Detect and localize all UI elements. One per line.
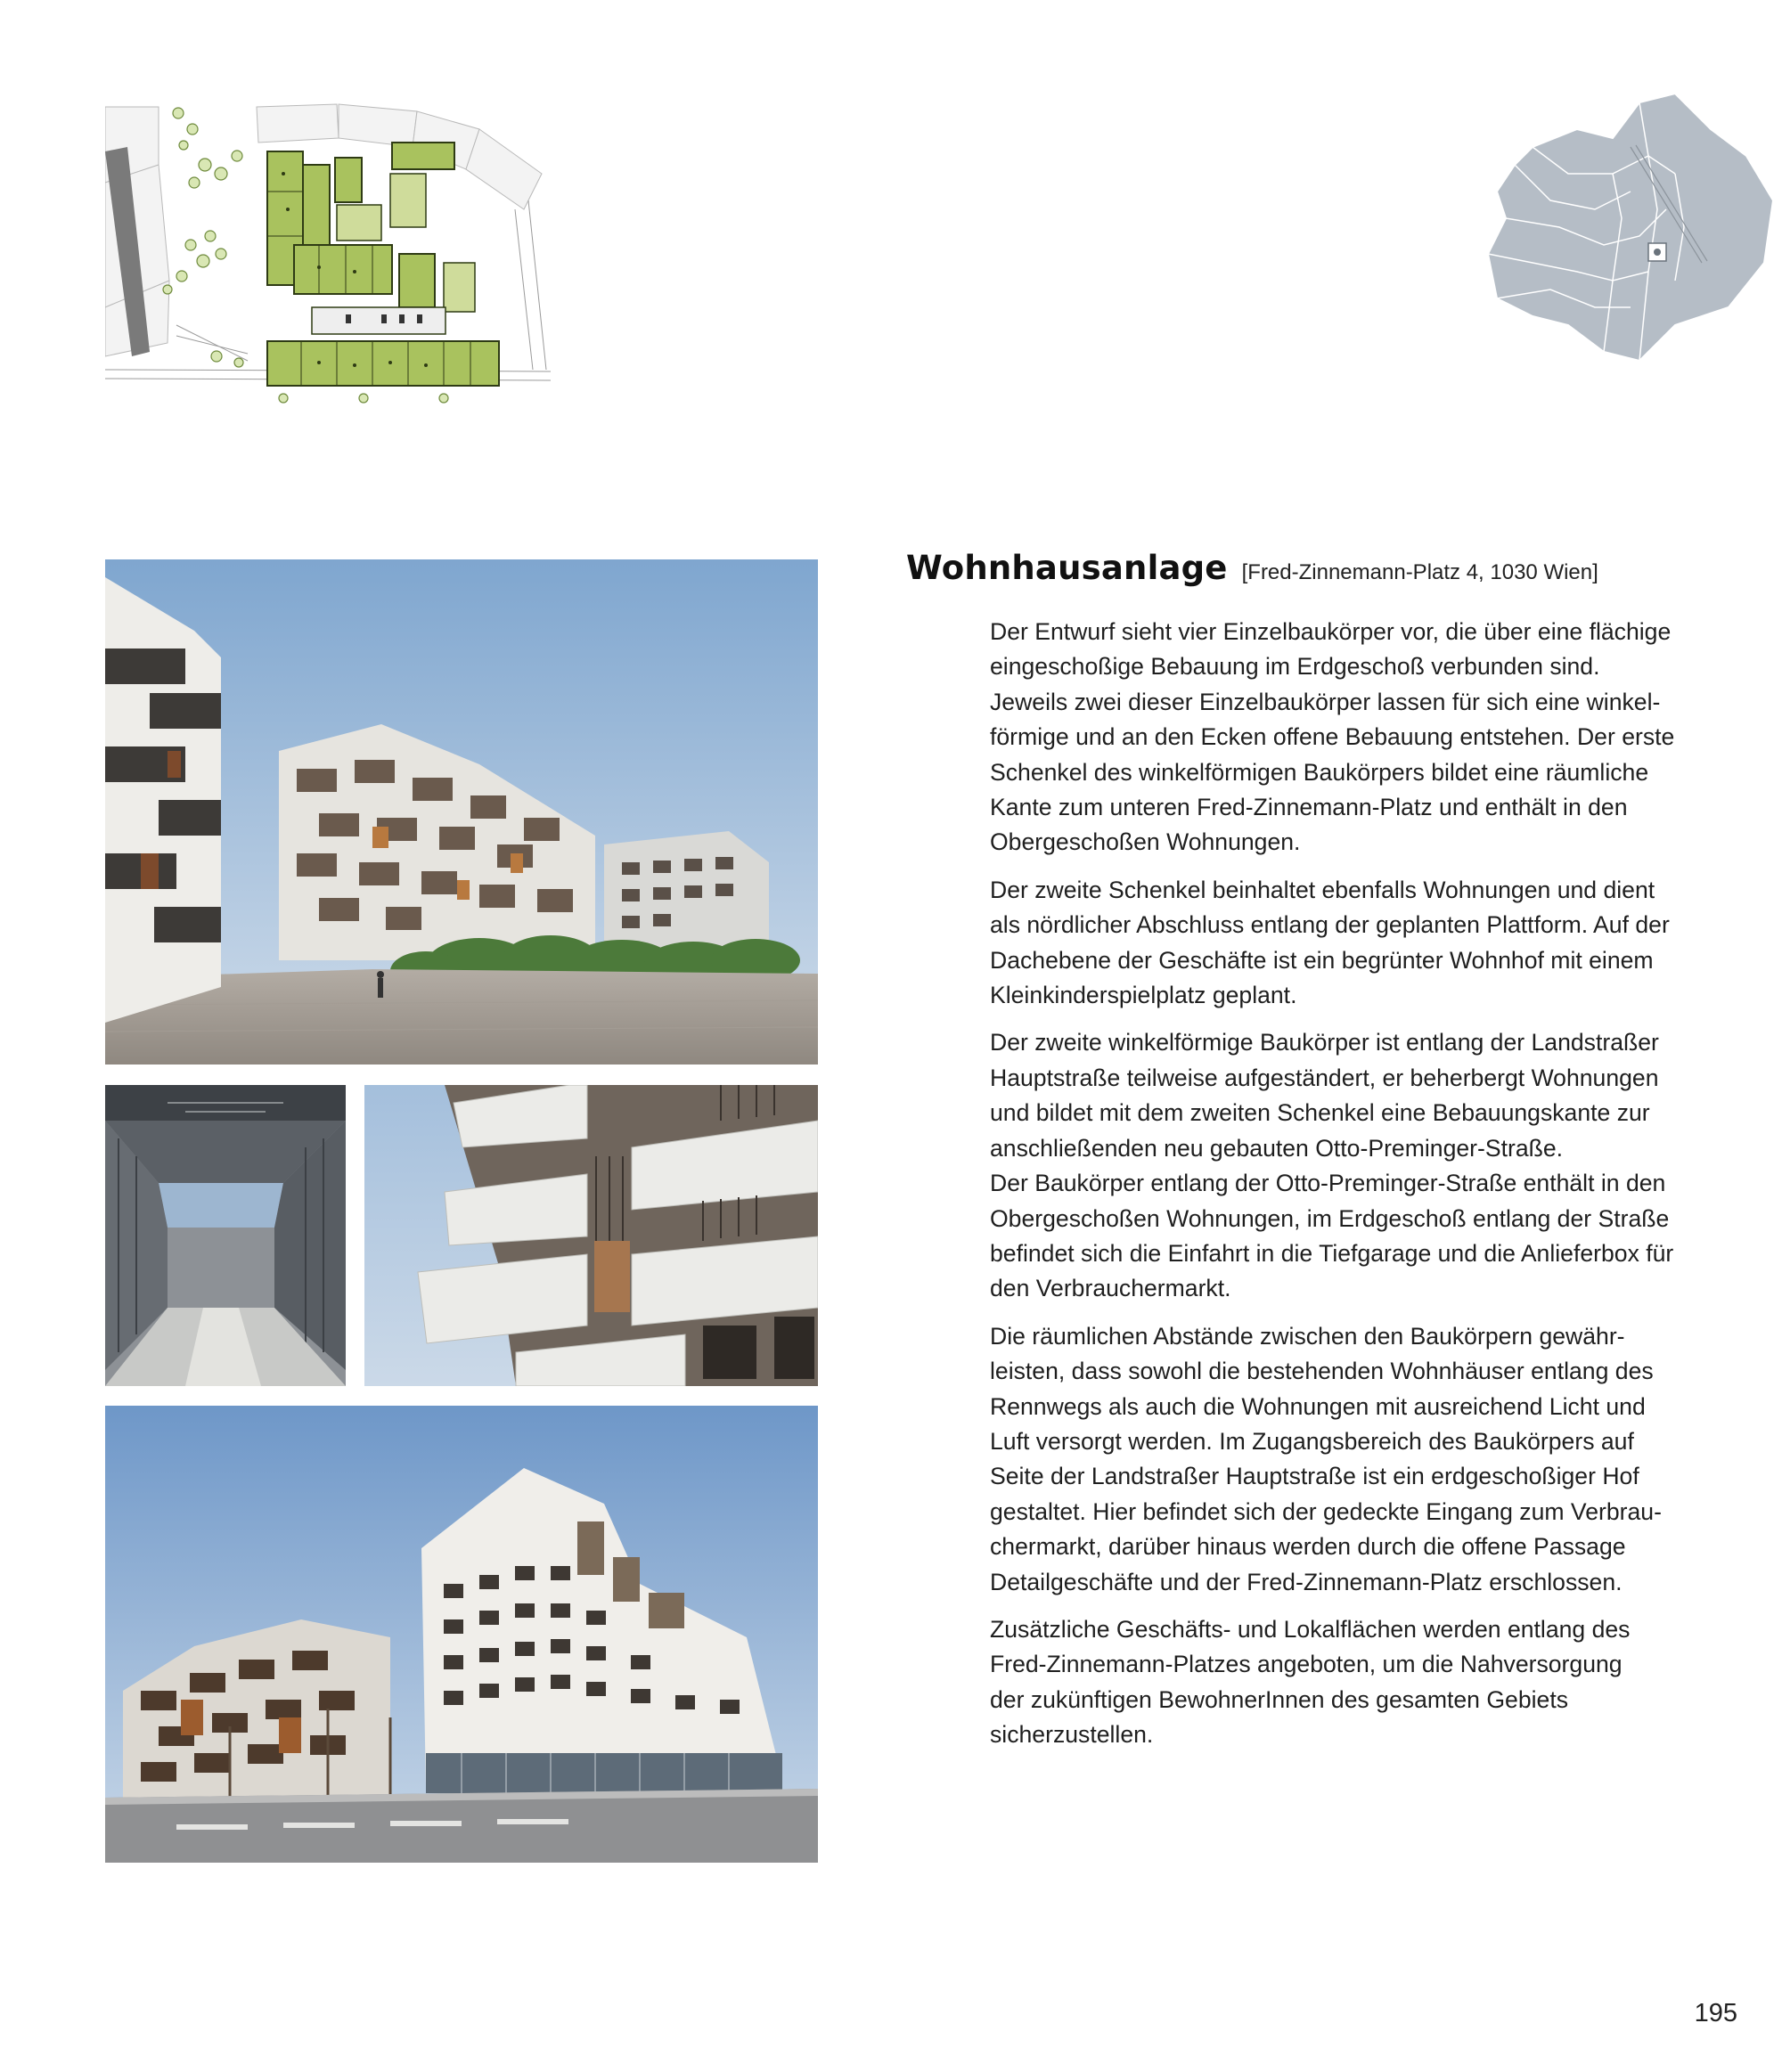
location-pin-icon — [1648, 243, 1666, 261]
photo-balconies-detail — [364, 1085, 818, 1386]
text-line: Der zweite winkelförmige Baukörper ist entlang der Landstraßer — [990, 1029, 1659, 1056]
text-line: als nördlicher Abschluss entlang der geplanten Plattform. Auf der — [990, 911, 1670, 939]
text-line: sicherzustellen. — [990, 1721, 1154, 1749]
heading — [906, 549, 1762, 602]
photo-covered-passage — [105, 1085, 346, 1386]
text-line: Seite der Landstraßer Hauptstraße ist ein erdgeschoßiger Hof — [990, 1463, 1639, 1490]
text-line: leisten, dass sowohl die bestehenden Wohnhäuser entlang des — [990, 1358, 1654, 1385]
text-line: Luft versorgt werden. Im Zugangsbereich des Baukörpers auf — [990, 1427, 1634, 1455]
text-line: Fred-Zinnemann-Platzes angeboten, um die Nahversorgung — [990, 1651, 1623, 1678]
text-line: der zukünftigen BewohnerInnen des gesamten Gebiets — [990, 1685, 1569, 1713]
text-line: Rennwegs als auch die Wohnungen mit ausreichend Licht und — [990, 1392, 1646, 1420]
text-line: Detailgeschäfte und der Fred-Zinnemann-Platz erschlossen. — [990, 1568, 1623, 1595]
text-line: anschließenden neu gebauten Otto-Preminger-Straße. — [990, 1134, 1564, 1162]
text-line: Kante zum unteren Fred-Zinnemann-Platz und enthält in den — [990, 794, 1628, 821]
text-line: Die räumlichen Abstände zwischen den Baukörpern gewähr- — [990, 1322, 1625, 1350]
text-line: Kleinkinderspielplatz geplant. — [990, 982, 1297, 1009]
text-line: Schenkel des winkelförmigen Baukörpers bildet eine räumliche — [990, 758, 1649, 786]
text-line: Hauptstraße teilweise aufgeständert, er beherbergt Wohnungen — [990, 1064, 1659, 1091]
text-line: Obergeschoßen Wohnungen. — [990, 828, 1301, 856]
text-line: Der zweite Schenkel beinhaltet ebenfalls Wohnungen und dient — [990, 876, 1655, 903]
paragraph — [990, 1319, 1694, 1600]
photo-street-view — [105, 1406, 818, 1863]
text-line: förmige und an den Ecken offene Bebauung entstehen. Der erste — [990, 723, 1675, 751]
paragraph — [990, 1612, 1694, 1753]
text-line: den Verbrauchermarkt. — [990, 1275, 1231, 1302]
text-line: und bildet mit dem zweiten Schenkel eine Bebauungskante zur — [990, 1099, 1650, 1127]
text-line: Dachebene der Geschäfte ist ein begrünter Wohnhof mit einem — [990, 946, 1654, 974]
paragraph — [990, 1025, 1694, 1306]
vienna-district-map — [1479, 94, 1782, 361]
text-line: Jeweils zwei dieser Einzelbaukörper lassen für sich eine winkel- — [990, 688, 1661, 715]
body-text — [990, 615, 1694, 1766]
text-line: chermarkt, darüber hinaus werden durch die offene Passage — [990, 1533, 1626, 1561]
text-line: befindet sich die Einfahrt in die Tiefgarage und die Anlieferbox für — [990, 1239, 1674, 1267]
page-number: 195 — [1694, 1999, 1737, 2027]
text-line: eingeschoßige Bebauung im Erdgeschoß verbunden sind. — [990, 653, 1600, 681]
text-line: gestaltet. Hier befindet sich der gedeckte Eingang zum Verbrau- — [990, 1497, 1662, 1525]
text-line: Zusätzliche Geschäfts- und Lokalflächen werden entlang des — [990, 1615, 1631, 1643]
paragraph — [990, 873, 1694, 1014]
address-label: [Fred-Zinnemann-Platz 4, 1030 Wien] — [1241, 560, 1598, 584]
page-title: Wohnhausanlage — [906, 549, 1228, 587]
photo-courtyard-buildings — [105, 559, 818, 1065]
text-line: Der Entwurf sieht vier Einzelbaukörper vor, die über eine flächige — [990, 618, 1672, 645]
text-line: Obergeschoßen Wohnungen, im Erdgeschoß entlang der Straße — [990, 1204, 1670, 1232]
site-plan — [105, 102, 551, 410]
text-line: Der Baukörper entlang der Otto-Preminger-Straße enthält in den — [990, 1170, 1666, 1197]
paragraph — [990, 615, 1694, 861]
